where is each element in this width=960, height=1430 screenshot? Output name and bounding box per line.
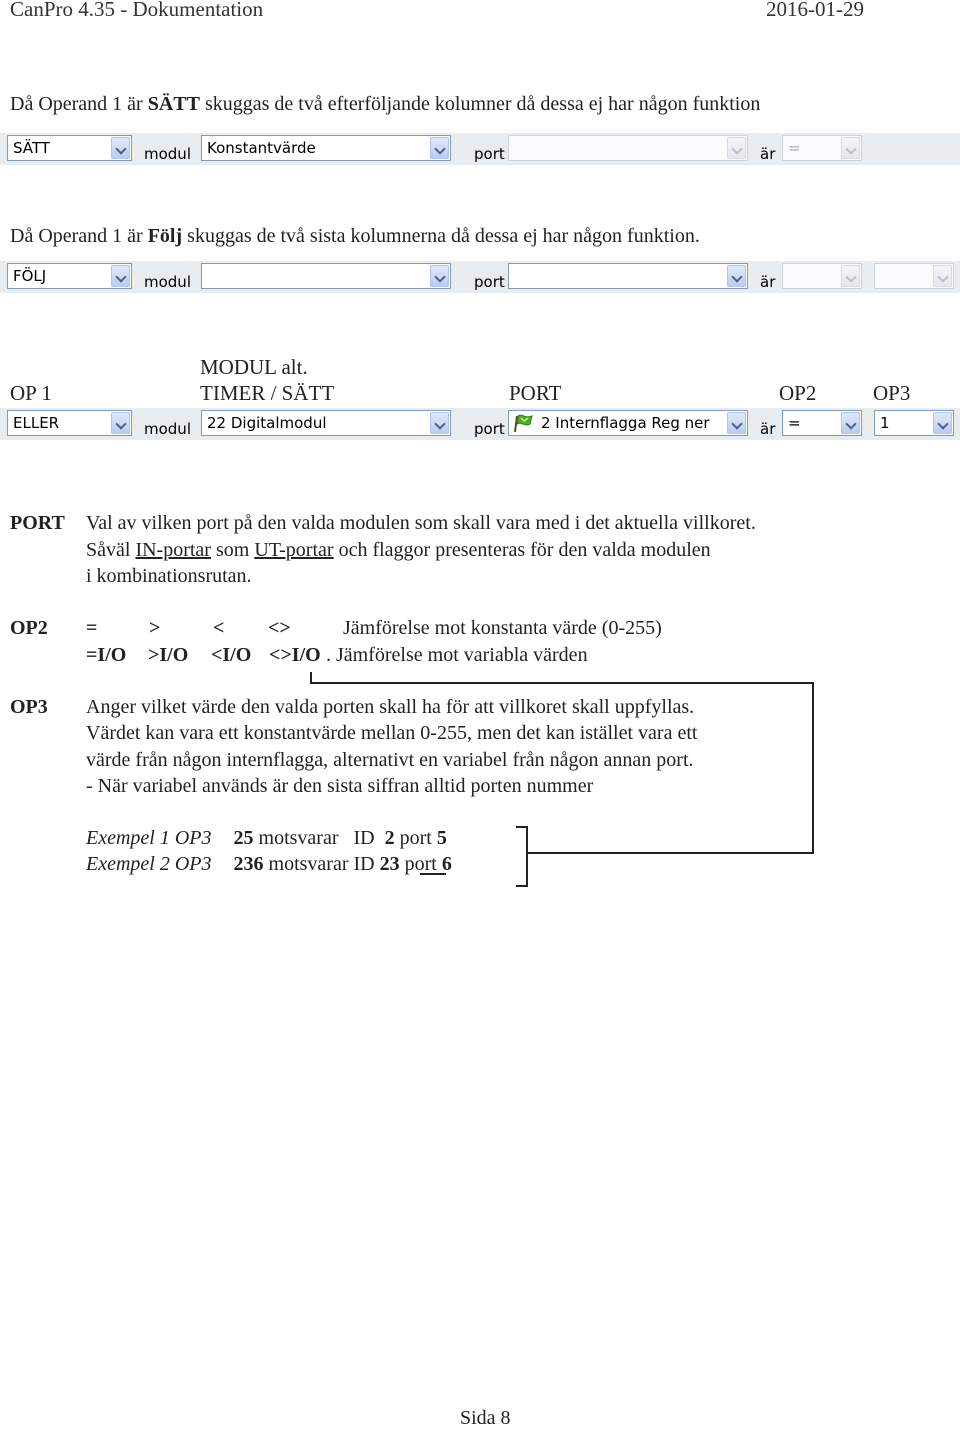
- port-description-line2: Såväl IN-portar som UT-portar och flaggor presenteras för den valda modulen: [86, 539, 711, 561]
- op3-description-line1: Anger vilket värde den valda porten skall ha för att villkoret skall uppfyllas.: [86, 696, 695, 718]
- op3-term: OP3: [10, 696, 48, 718]
- op2-io-operator: =I/O: [86, 644, 127, 666]
- op1-combo[interactable]: FÖLJ: [7, 263, 132, 289]
- op2-combo-disabled: =: [782, 135, 862, 161]
- column-op3-heading: OP3: [873, 381, 911, 405]
- op3-description-line3: värde från någon internflagga, alternativt en variabel från någon annan port.: [86, 749, 694, 771]
- port-label: port: [474, 273, 505, 291]
- column-modul-heading-line1: MODUL alt.: [200, 355, 308, 379]
- modul-label: modul: [144, 273, 191, 291]
- modul-combo[interactable]: Konstantvärde: [201, 135, 451, 161]
- column-op1-heading: OP 1: [10, 381, 52, 405]
- example-line: Exempel 1 OP3 25 motsvarar ID 2 port 5: [86, 827, 447, 849]
- op2-io-operator: >I/O: [148, 644, 189, 666]
- op2-combo[interactable]: =: [782, 410, 862, 436]
- column-modul-heading-line2: TIMER / SÄTT: [200, 381, 335, 405]
- op2-operator: >: [149, 617, 161, 639]
- op1-combo[interactable]: SÄTT: [7, 135, 132, 161]
- op2-term: OP2: [10, 617, 48, 639]
- page-number: Sida 8: [460, 1407, 511, 1429]
- op1-combo[interactable]: ELLER: [7, 410, 132, 436]
- op2-operator: <: [213, 617, 225, 639]
- op2-variable-description: . Jämförelse mot variabla värden: [326, 644, 588, 666]
- op3-description-line2: Värdet kan vara ett konstantvärde mellan 0-255, men det kan istället vara ett: [86, 722, 698, 744]
- op2-operator: =: [86, 617, 98, 639]
- modul-label: modul: [144, 145, 191, 163]
- op2-io-operator: <I/O: [211, 644, 252, 666]
- modul-label: modul: [144, 420, 191, 438]
- column-port-heading: PORT: [509, 381, 562, 405]
- port-label: port: [474, 145, 505, 163]
- ar-label: är: [760, 420, 776, 438]
- example-line: Exempel 2 OP3 236 motsvarar ID 23 port 6: [86, 853, 452, 875]
- op3-description-line4: - När variabel används är den sista siffran alltid porten nummer: [86, 775, 594, 797]
- satt-description: Då Operand 1 är SÄTT skuggas de två efterföljande kolumner då dessa ej har någon funktion: [10, 93, 761, 115]
- document-date: 2016-01-29: [766, 0, 864, 21]
- port-description-line1: Val av vilken port på den valda modulen som skall vara med i det aktuella villkoret.: [86, 512, 756, 534]
- port-description-line3: i kombinationsrutan.: [86, 565, 252, 587]
- op2-operator: <>: [268, 617, 291, 639]
- column-op2-heading: OP2: [779, 381, 817, 405]
- port-combo[interactable]: 2 Internflagga Reg ner: [508, 410, 748, 436]
- ar-label: är: [760, 273, 776, 291]
- op2-constant-description: Jämförelse mot konstanta värde (0-255): [343, 617, 662, 639]
- modul-combo[interactable]: 22 Digitalmodul: [201, 410, 451, 436]
- document-title: CanPro 4.35 - Dokumentation: [10, 0, 264, 21]
- ar-label: är: [760, 145, 776, 163]
- port-term: PORT: [10, 512, 65, 534]
- port-label: port: [474, 420, 505, 438]
- folj-description: Då Operand 1 är Följ skuggas de två sista kolumnerna då dessa ej har någon funktion.: [10, 225, 700, 247]
- op2-io-operator: <>I/O: [269, 644, 321, 666]
- op3-combo[interactable]: 1: [874, 410, 954, 436]
